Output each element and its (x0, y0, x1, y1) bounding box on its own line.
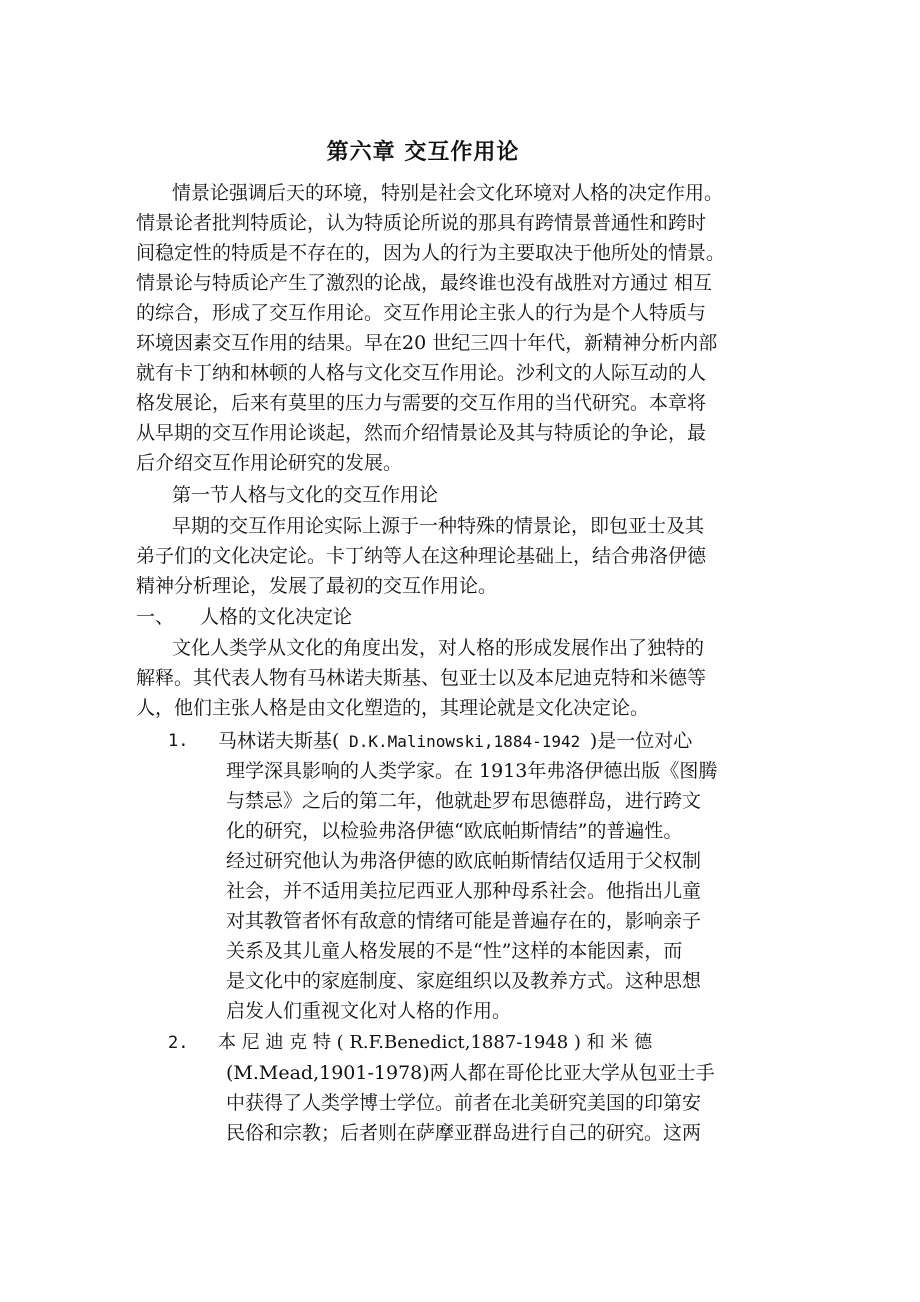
subsection-number: 一、 (136, 606, 175, 628)
list-item-number: 1. (168, 731, 189, 751)
intro-line: 情景论强调后天的环境，特别是社会文化环境对人格的决定作用。 (172, 182, 724, 204)
list-item-line: 与禁忌》之后的第二年，他就赴罗布思德群岛，进行跨文 (226, 790, 702, 812)
list-item-line: 经过研究他认为弗洛伊德的欧底帕斯情结仅适用于父权制 (226, 850, 702, 872)
section-line: 弟子们的文化决定论。卡丁纳等人在这种理论基础上，结合弗洛伊德 (136, 545, 707, 567)
list-item-line: 化的研究，以检验弗洛伊德“欧底帕斯情结”的普遍性。 (226, 820, 683, 842)
intro-line: 的综合，形成了交互作用论。交互作用论主张人的行为是个人特质与 (136, 302, 707, 324)
subsection-line: 解释。其代表人物有马林诺夫斯基、包亚士以及本尼迪克特和米德等 (136, 667, 707, 689)
intro-line: 情景论与特质论产生了激烈的论战，最终谁也没有战胜对方通过 相互 (136, 272, 713, 294)
list-item-line: 中获得了人类学博士学位。前者在北美研究美国的印第安 (226, 1092, 702, 1114)
list-item-first-line (218, 726, 692, 757)
list-item-line: 关系及其儿童人格发展的不是“性”这样的本能因素，而 (226, 940, 683, 962)
item1-first-post: )是一位对心 (589, 730, 693, 752)
list-item-line: 启发人们重视文化对人格的作用。 (226, 1000, 512, 1022)
list-item-line: 社会，并不适用美拉尼西亚人那种母系社会。他指出儿童 (226, 880, 702, 902)
subsection-line: 文化人类学从文化的角度出发，对人格的形成发展作出了独特的 (172, 637, 705, 659)
intro-line: 间稳定性的特质是不存在的，因为人的行为主要取决于他所处的情景。 (136, 242, 726, 264)
subsection-title: 人格的文化决定论 (200, 606, 353, 628)
item1-first-pre: 马林诺夫斯基( (218, 730, 340, 752)
chapter-title: 第六章 交互作用论 (326, 139, 520, 165)
list-item-number: 2. (168, 1033, 189, 1053)
intro-line: 环境因素交互作用的结果。早在20 世纪三四十年代，新精神分析内部 (136, 332, 718, 354)
section-line: 精神分析理论，发展了最初的交互作用论。 (136, 575, 498, 597)
intro-line: 格发展论，后来有莫里的压力与需要的交互作用的当代研究。本章将 (136, 392, 707, 414)
list-item-line: 理学深具影响的人类学家。在 1913年弗洛伊德出版《图腾 (226, 760, 718, 782)
intro-line: 从早期的交互作用论谈起，然而介绍情景论及其与特质论的争论，最 (136, 422, 707, 444)
list-item-line: (M.Mead,1901-1978)两人都在哥伦比亚大学从包亚士手 (226, 1062, 715, 1084)
section-heading: 第一节人格与文化的交互作用论 (172, 484, 439, 506)
list-item-line: 是文化中的家庭制度、家庭组织以及教养方式。这种思想 (226, 970, 702, 992)
intro-line: 后介绍交互作用论研究的发展。 (136, 452, 403, 474)
list-item-first-line: 本 尼 迪 克 特 ( R.F.Benedict,1887-1948 ) 和 米 德 (218, 1032, 653, 1053)
list-item-line: 对其教管者怀有敌意的情绪可能是普遍存在的，影响亲子 (226, 910, 702, 932)
list-item-line: 民俗和宗教；后者则在萨摩亚群岛进行自己的研究。这两 (226, 1122, 702, 1144)
item1-first-mono: D.K.Malinowski,1884-1942 (339, 732, 590, 751)
section-line: 早期的交互作用论实际上源于一种特殊的情景论，即包亚士及其 (172, 515, 705, 537)
intro-line: 就有卡丁纳和林顿的人格与文化交互作用论。沙利文的人际互动的人 (136, 362, 707, 384)
subsection-line: 人，他们主张人格是由文化塑造的，其理论就是文化决定论。 (136, 697, 650, 719)
intro-line: 情景论者批判特质论，认为特质论所说的那具有跨情景普通性和跨时 (136, 212, 707, 234)
